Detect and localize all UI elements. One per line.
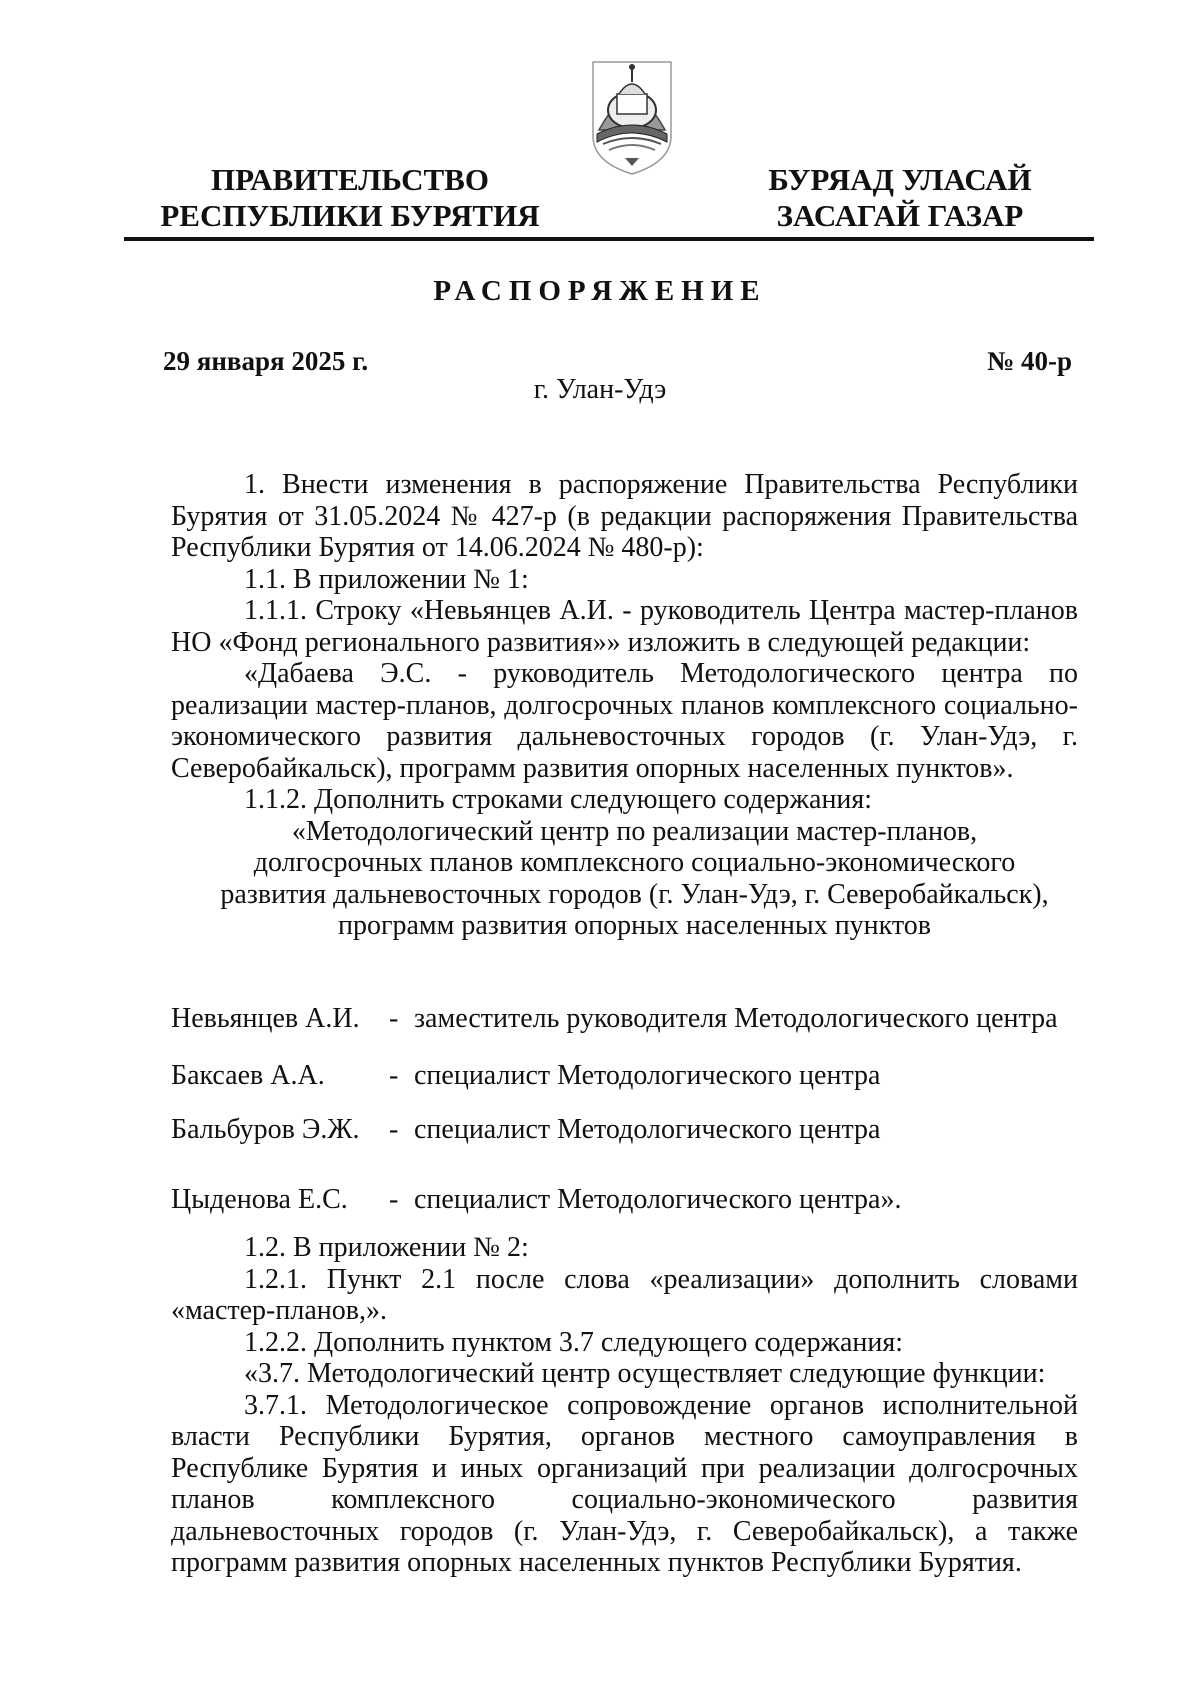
body-section-1 <box>171 469 1078 942</box>
header-divider <box>124 237 1094 241</box>
paragraph: 1.1. В приложении № 1: <box>244 563 529 595</box>
document-number: № 40-р <box>987 346 1072 376</box>
coat-of-arms-emblem-icon <box>589 58 675 178</box>
staff-dash: - <box>389 1184 399 1215</box>
paragraph: «Дабаева Э.С. - руководитель Методологического центра по реализации мастер-планов, долгосрочных планов комплексного социально-экономического развития дальневосточных городов (г. Улан-Удэ, г. Северобайкальск), программ развития опорных населенных пунктов». <box>171 658 1078 784</box>
header-right-line2: ЗАСАГАЙ ГАЗАР <box>776 198 1024 233</box>
staff-role: специалист Методологического центра <box>414 1114 881 1145</box>
staff-role: специалист Методологического центра <box>414 1060 881 1091</box>
staff-dash: - <box>389 1003 399 1034</box>
document-title: РАСПОРЯЖЕНИЕ <box>433 275 767 307</box>
paragraph: 1.1.1. Строку «Невьянцев А.И. - руководитель Центра мастер-планов НО «Фонд регионального развития»» изложить в следующей редакции: <box>171 595 1078 658</box>
staff-name: Бальбуров Э.Ж. <box>171 1114 360 1145</box>
center-heading-line: программ развития опорных населенных пунктов <box>338 910 931 941</box>
staff-name: Баксаев А.А. <box>171 1060 325 1091</box>
paragraph: 3.7.1. Методологическое сопровождение органов исполнительной власти Республики Бурятия, органов местного самоуправления в Республике Бурятия и иных организаций при реализации долгосрочных планов комплексного социально-экономического развития дальневосточных городов (г. Улан-Удэ, г. Северобайкальск), а также программ развития опорных населенных пунктов Республики Бурятия. <box>171 1389 1078 1578</box>
document-date: 29 января 2025 г. <box>163 346 369 376</box>
header-left-line2: РЕСПУБЛИКИ БУРЯТИЯ <box>160 198 540 233</box>
paragraph: «3.7. Методологический центр осуществляет следующие функции: <box>244 1358 1046 1389</box>
staff-role: специалист Методологического центра». <box>414 1184 902 1215</box>
center-heading-line: развития дальневосточных городов (г. Улан-Удэ, г. Северобайкальск), <box>220 878 1049 910</box>
document-city: г. Улан-Удэ <box>533 374 667 405</box>
header-left <box>150 162 550 234</box>
paragraph: 1.2.2. Дополнить пунктом 3.7 следующего содержания: <box>244 1326 904 1358</box>
header-left-line1: ПРАВИТЕЛЬСТВО <box>211 162 489 197</box>
staff-role: заместитель руководителя Методологического центра <box>414 1003 1058 1034</box>
paragraph: 1.2. В приложении № 2: <box>244 1232 529 1263</box>
header-right-line1: БУРЯАД УЛАСАЙ <box>768 162 1032 197</box>
paragraph: 1.1.2. Дополнить строками следующего содержания: <box>244 784 873 815</box>
header-right <box>740 162 1060 234</box>
staff-name: Невьянцев А.И. <box>171 1003 360 1034</box>
paragraph: 1.2.1. Пункт 2.1 после слова «реализации» дополнить словами «мастер-планов,». <box>171 1263 1078 1326</box>
center-heading-line: долгосрочных планов комплексного социально-экономического <box>253 847 1016 878</box>
paragraph: 1. Внести изменения в распоряжение Правительства Республики Бурятия от 31.05.2024 № 427-р (в редакции распоряжения Правительства Республики Бурятия от 14.06.2024 № 480-р): <box>171 469 1078 563</box>
center-heading <box>171 816 1078 942</box>
staff-name: Цыденова Е.С. <box>171 1184 348 1215</box>
staff-dash: - <box>389 1060 399 1091</box>
center-heading-line: «Методологический центр по реализации мастер-планов, <box>291 815 978 847</box>
body-section-2 <box>171 1232 1078 1579</box>
staff-dash: - <box>389 1114 399 1145</box>
